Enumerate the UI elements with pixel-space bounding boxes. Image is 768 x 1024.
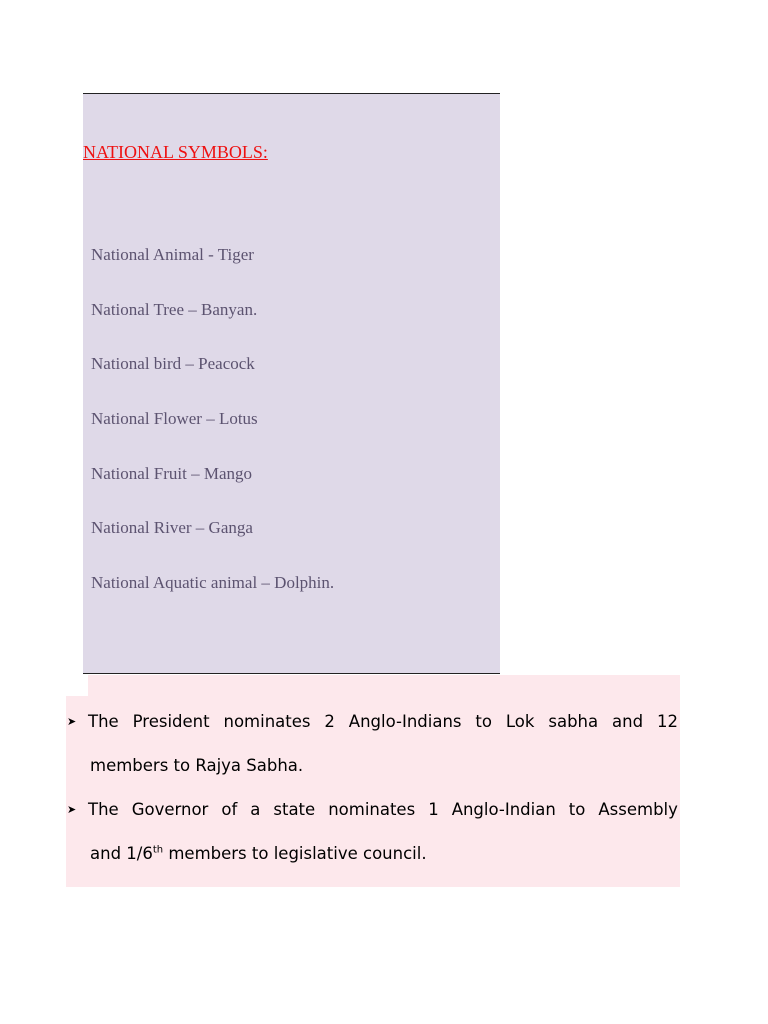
national-symbols-list bbox=[91, 244, 334, 627]
word: 12 bbox=[656, 712, 678, 731]
note-president-line-2: members to Rajya Sabha. bbox=[90, 756, 304, 775]
symbol-item-animal: National Animal - Tiger bbox=[91, 245, 254, 264]
word: Anglo-Indian bbox=[451, 800, 556, 819]
ordinal-superscript: th bbox=[152, 844, 164, 856]
symbol-item-flower: National Flower – Lotus bbox=[91, 409, 258, 429]
word: sabha bbox=[548, 712, 599, 731]
national-symbols-box bbox=[83, 93, 500, 674]
word: Anglo-Indians bbox=[348, 712, 462, 731]
word: a bbox=[250, 800, 261, 819]
note-governor-line-2-suffix: members to legislative council. bbox=[163, 844, 427, 863]
word: The bbox=[88, 800, 119, 819]
symbol-item-aquatic-animal: National Aquatic animal – Dolphin. bbox=[91, 573, 335, 593]
symbol-item-tree: National Tree – Banyan. bbox=[91, 299, 258, 319]
word: The bbox=[88, 712, 119, 731]
note-governor-line-1 bbox=[67, 799, 678, 843]
note-governor bbox=[66, 799, 678, 887]
word: and bbox=[612, 712, 644, 731]
word: Lok bbox=[505, 712, 535, 731]
note-president-line-1 bbox=[67, 711, 678, 755]
word: to bbox=[475, 712, 492, 731]
word: to bbox=[568, 800, 586, 819]
symbol-item-river: National River – Ganga bbox=[91, 518, 253, 538]
note-governor-line-2 bbox=[90, 843, 678, 887]
word: Assembly bbox=[598, 800, 678, 819]
national-symbols-heading: NATIONAL SYMBOLS: bbox=[83, 142, 268, 162]
arrowhead-bullet-icon: ➤ bbox=[67, 803, 77, 816]
word: state bbox=[273, 800, 316, 819]
word: of bbox=[221, 800, 238, 819]
word: nominates bbox=[223, 712, 311, 731]
word: 2 bbox=[324, 712, 335, 731]
word: 1 bbox=[428, 800, 439, 819]
arrowhead-bullet-icon: ➤ bbox=[67, 715, 77, 728]
symbol-item-bird: National bird – Peacock bbox=[91, 354, 255, 374]
nominations-notes-box bbox=[66, 675, 680, 887]
word: Governor bbox=[131, 800, 209, 819]
word: nominates bbox=[328, 800, 416, 819]
symbol-item-fruit: National Fruit – Mango bbox=[91, 463, 253, 483]
note-governor-line-2-prefix: and 1/6 bbox=[90, 844, 153, 863]
note-president bbox=[66, 711, 678, 799]
word: President bbox=[132, 712, 210, 731]
